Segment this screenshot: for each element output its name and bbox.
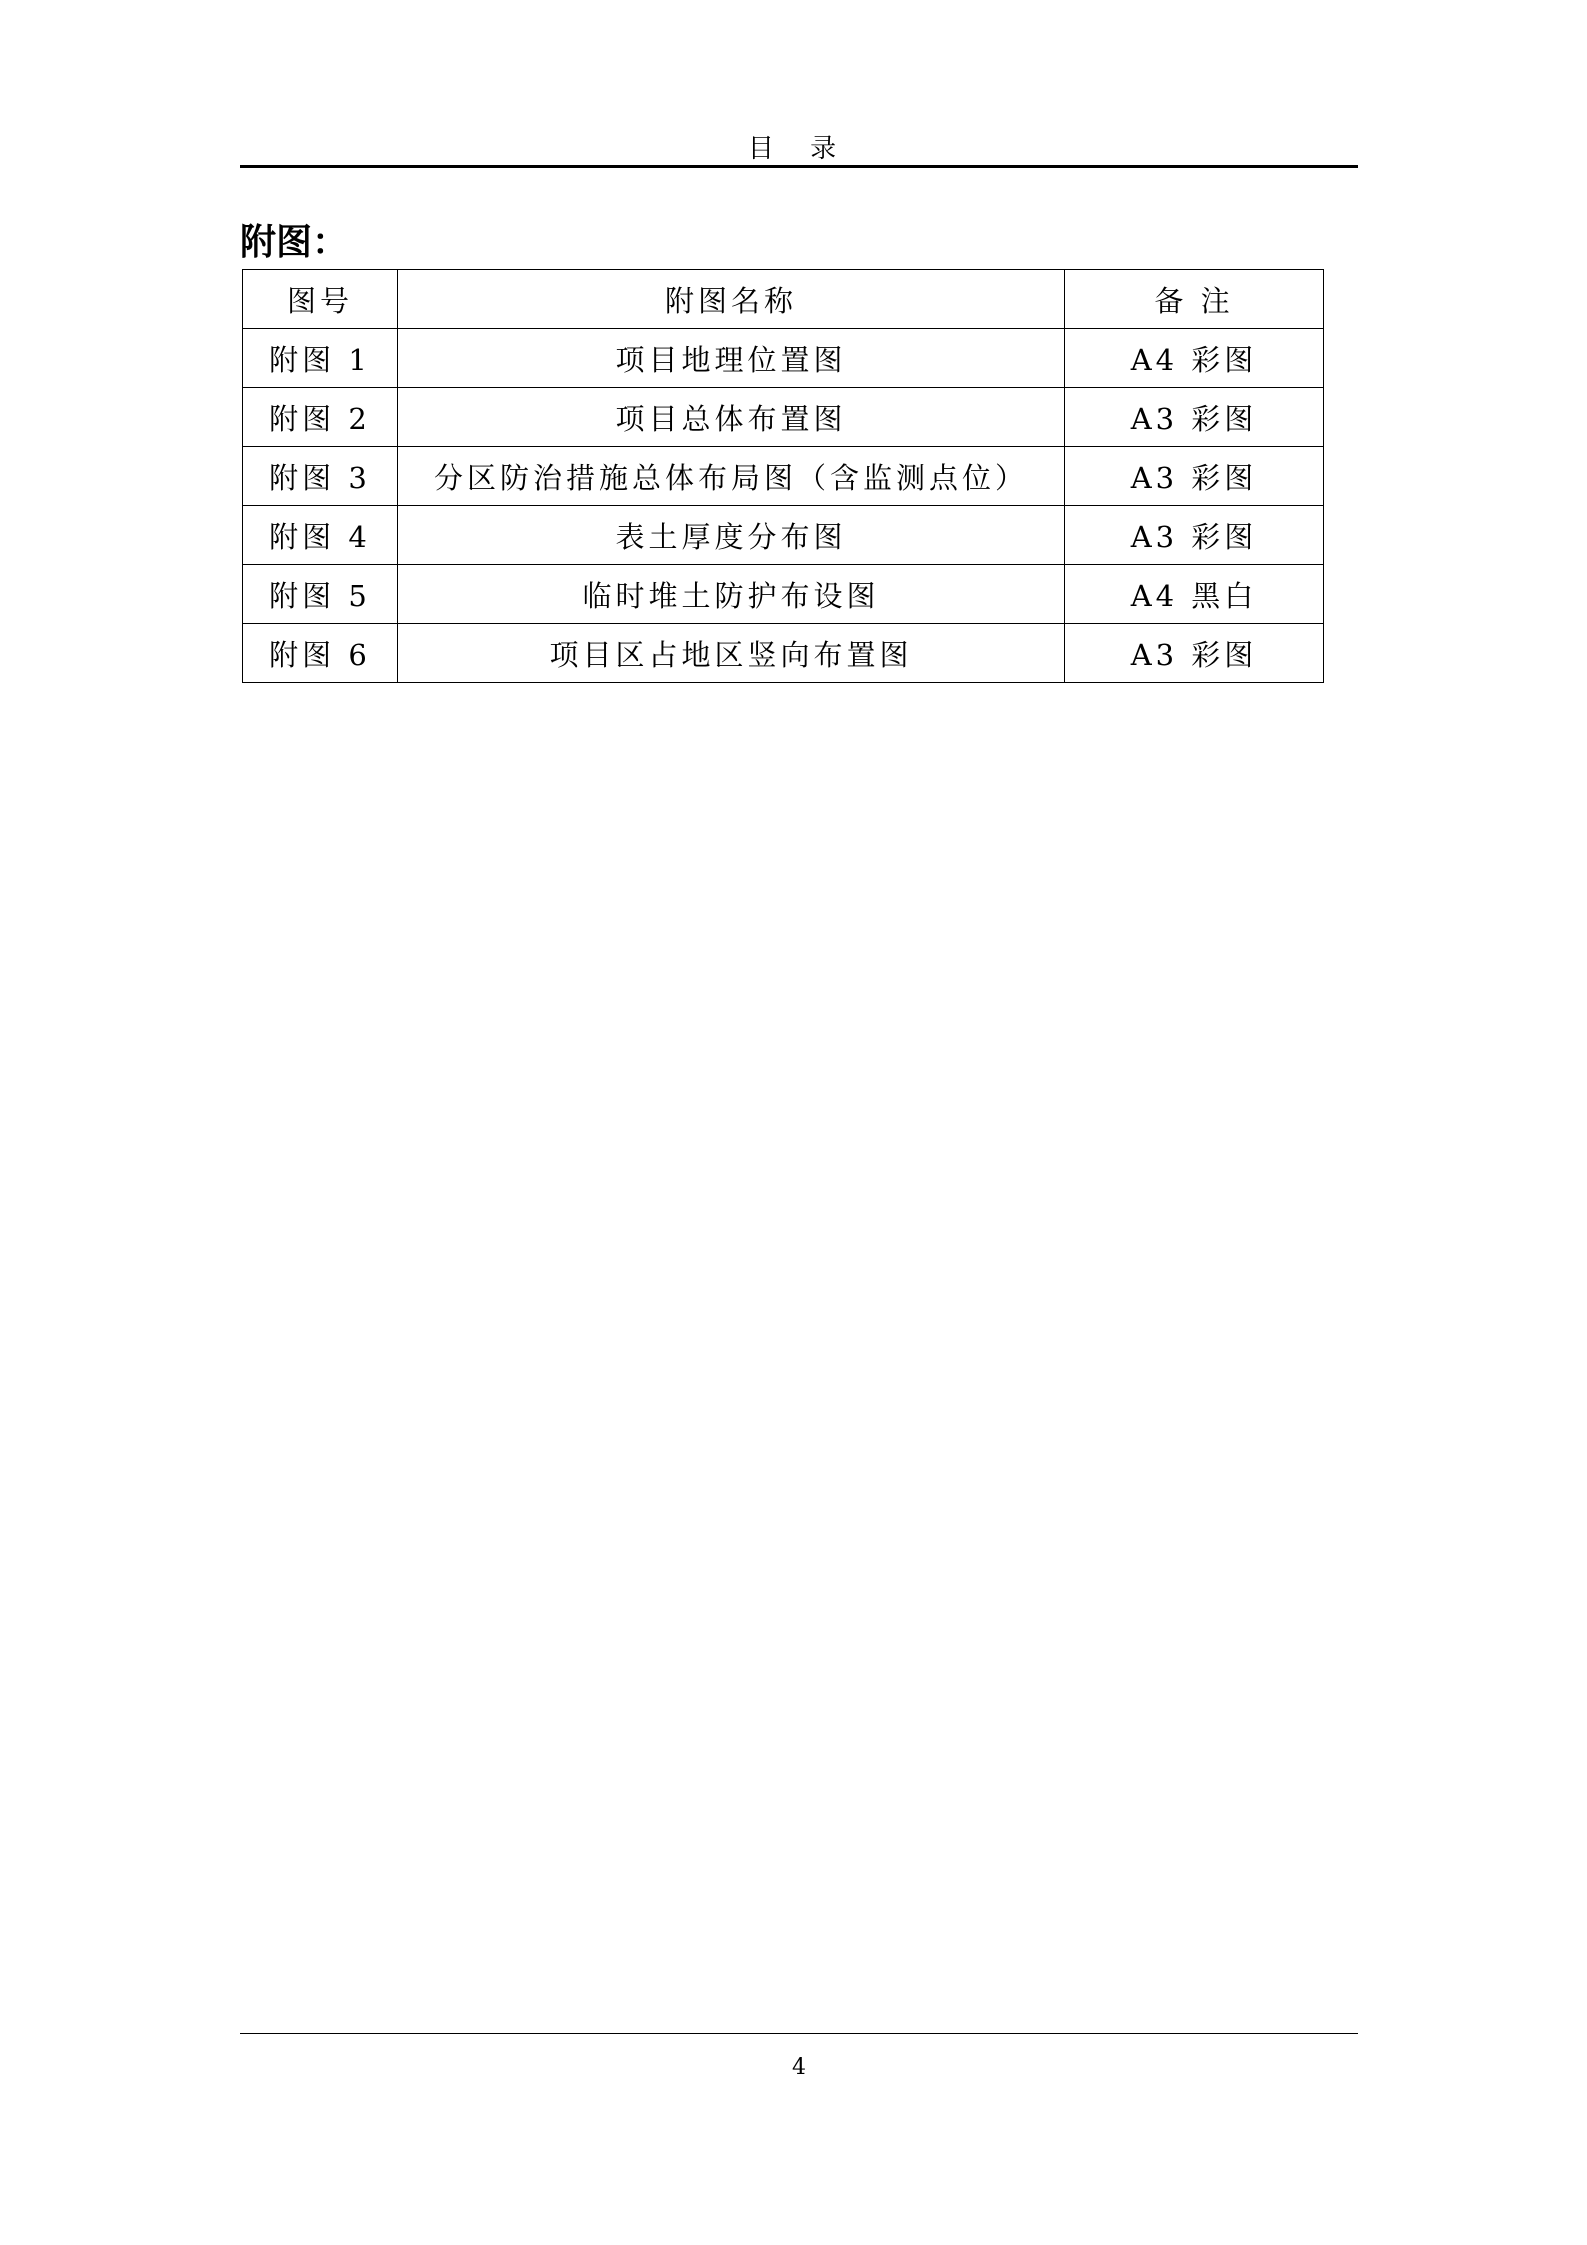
figure-name-cell: 项目地理位置图 (398, 329, 1065, 388)
figure-name-cell: 表土厚度分布图 (398, 506, 1065, 565)
page-header-title: 目 录 (747, 134, 851, 164)
figure-note-cell: A3 彩图 (1065, 447, 1324, 506)
table-row (243, 624, 1324, 683)
figure-number-cell: 附图 4 (243, 506, 398, 565)
header-divider (240, 165, 1358, 168)
figure-name-cell: 项目区占地区竖向布置图 (398, 624, 1065, 683)
table-header-row (243, 270, 1324, 329)
figure-note-cell: A4 彩图 (1065, 329, 1324, 388)
table-row (243, 447, 1324, 506)
header-remarks: 备 注 (1065, 270, 1324, 329)
figure-list-table (242, 269, 1324, 683)
figure-note-cell: A4 黑白 (1065, 565, 1324, 624)
figure-name-cell: 分区防治措施总体布局图（含监测点位） (398, 447, 1065, 506)
figure-name-cell: 临时堆土防护布设图 (398, 565, 1065, 624)
figure-number-cell: 附图 3 (243, 447, 398, 506)
figure-note-cell: A3 彩图 (1065, 388, 1324, 447)
figure-number-cell: 附图 6 (243, 624, 398, 683)
table-row (243, 329, 1324, 388)
header-figure-number: 图号 (243, 270, 398, 329)
table-row (243, 565, 1324, 624)
table-row (243, 506, 1324, 565)
figure-name-cell: 项目总体布置图 (398, 388, 1065, 447)
header-figure-name: 附图名称 (398, 270, 1065, 329)
figure-note-cell: A3 彩图 (1065, 624, 1324, 683)
table-row (243, 388, 1324, 447)
figure-number-cell: 附图 1 (243, 329, 398, 388)
page-number: 4 (792, 2055, 806, 2080)
footer-divider (240, 2033, 1358, 2034)
section-title: 附图： (240, 221, 349, 263)
figure-number-cell: 附图 2 (243, 388, 398, 447)
figure-note-cell: A3 彩图 (1065, 506, 1324, 565)
figure-number-cell: 附图 5 (243, 565, 398, 624)
